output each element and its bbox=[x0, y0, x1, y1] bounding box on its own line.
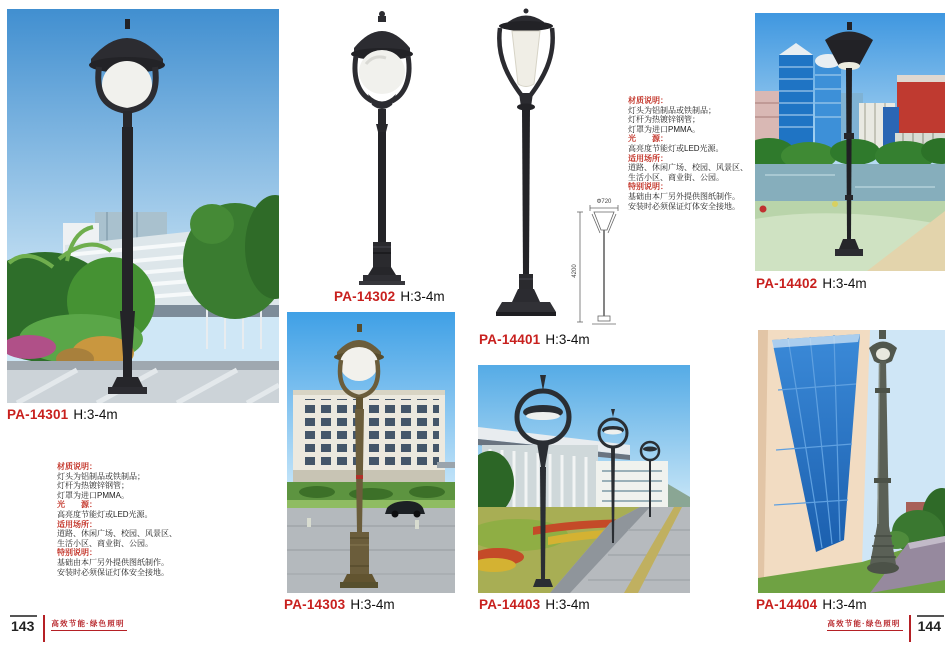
spec-heading: 适用场所： bbox=[628, 153, 668, 163]
spec-block-right bbox=[628, 96, 748, 211]
footer-divider bbox=[909, 615, 911, 642]
model-height: H:3-4m bbox=[545, 597, 590, 612]
dimension-drawing bbox=[566, 196, 634, 334]
scene-office-lamp bbox=[287, 312, 455, 593]
model-number: PA-14303 bbox=[284, 597, 346, 612]
page-number-left: 143 bbox=[10, 615, 37, 634]
spec-line: 道路、休闲广场、校园、风景区、 bbox=[57, 529, 177, 539]
product-art-pa14401 bbox=[488, 6, 564, 333]
hedge bbox=[287, 482, 455, 508]
footer-right bbox=[827, 615, 944, 642]
model-height: H:3-4m bbox=[822, 276, 867, 291]
product-caption-pa14303 bbox=[284, 597, 395, 612]
product-caption-pa14404 bbox=[756, 597, 867, 612]
footer-divider bbox=[43, 615, 45, 642]
office-building bbox=[293, 390, 455, 482]
model-number: PA-14402 bbox=[756, 276, 818, 291]
spec-line: 基础由本厂另外提供图纸制作。 bbox=[57, 557, 169, 567]
model-number: PA-14301 bbox=[7, 407, 69, 422]
footer-slogan-left: 高效节能·绿色照明 bbox=[51, 615, 126, 631]
product-caption-pa14302 bbox=[334, 289, 445, 304]
product-photo-pa14402 bbox=[755, 13, 945, 271]
pole-height-label: 4200 bbox=[572, 264, 578, 278]
lamp-drawing-pa14401 bbox=[488, 6, 564, 328]
product-photo-pa14403 bbox=[478, 365, 690, 593]
spec-block-left bbox=[57, 462, 177, 577]
page-number-right: 144 bbox=[917, 615, 944, 634]
spec-line: 灯头为铝制品或铁制品； bbox=[57, 471, 145, 481]
lamp-drawing-pa14302 bbox=[342, 8, 422, 286]
model-height: H:3-4m bbox=[350, 597, 395, 612]
scene-lakeside-lamp bbox=[755, 13, 945, 271]
technical-drawing-pa14401 bbox=[566, 196, 634, 339]
spec-line: 高亮度节能灯或LED光源。 bbox=[628, 143, 724, 153]
model-number: PA-14302 bbox=[334, 289, 396, 304]
footer-slogan-right: 高效节能·绿色照明 bbox=[827, 615, 902, 631]
product-photo-pa14301 bbox=[7, 9, 279, 403]
model-number: PA-14403 bbox=[479, 597, 541, 612]
spec-line: 安装时必须保证灯体安全接地。 bbox=[57, 567, 169, 577]
model-height: H:3-4m bbox=[545, 332, 590, 347]
spec-line: 灯罩为进口PMMA。 bbox=[628, 124, 700, 134]
spec-line: 生活小区、商业街、公园。 bbox=[57, 538, 153, 548]
footer-left bbox=[10, 615, 127, 642]
product-photo-pa14303 bbox=[287, 312, 455, 593]
spec-line: 生活小区、商业街、公园。 bbox=[628, 172, 724, 182]
glass-building bbox=[758, 330, 870, 580]
spec-line: 道路、休闲广场、校园、风景区、 bbox=[628, 163, 748, 173]
model-number: PA-14404 bbox=[756, 597, 818, 612]
scene-avenue-lamps bbox=[478, 365, 690, 593]
model-height: H:3-4m bbox=[822, 597, 867, 612]
spec-line: 基础由本厂另外提供图纸制作。 bbox=[628, 191, 740, 201]
spec-line: 灯杆为热镀锌钢管； bbox=[628, 115, 700, 125]
model-height: H:3-4m bbox=[73, 407, 118, 422]
product-photo-pa14404 bbox=[758, 330, 945, 593]
spec-heading: 光 源： bbox=[57, 500, 97, 510]
spec-line: 安装时必须保证灯体安全接地。 bbox=[628, 201, 740, 211]
spec-line: 高亮度节能灯或LED光源。 bbox=[57, 509, 153, 519]
product-caption-pa14301 bbox=[7, 407, 118, 422]
diameter-label: Φ720 bbox=[596, 199, 612, 205]
spec-heading: 光 源： bbox=[628, 134, 668, 144]
product-art-pa14302 bbox=[342, 8, 422, 291]
spec-line: 灯杆为热镀锌钢管； bbox=[57, 481, 129, 491]
spec-heading: 特别说明： bbox=[57, 548, 97, 558]
scene-glass-building-lamp bbox=[758, 330, 945, 593]
spec-line: 灯罩为进口PMMA。 bbox=[57, 490, 129, 500]
model-number: PA-14401 bbox=[479, 332, 541, 347]
product-caption-pa14402 bbox=[756, 276, 867, 291]
spec-line: 灯头为铝制品或铁制品； bbox=[628, 105, 716, 115]
product-caption-pa14403 bbox=[479, 597, 590, 612]
scene-park-lamp bbox=[7, 9, 279, 403]
spec-heading: 适用场所： bbox=[57, 519, 97, 529]
spec-heading: 特别说明： bbox=[628, 182, 668, 192]
spec-heading: 材质说明： bbox=[628, 96, 668, 105]
model-height: H:3-4m bbox=[400, 289, 445, 304]
spec-heading: 材质说明： bbox=[57, 462, 97, 471]
plaza-ground bbox=[7, 361, 279, 403]
